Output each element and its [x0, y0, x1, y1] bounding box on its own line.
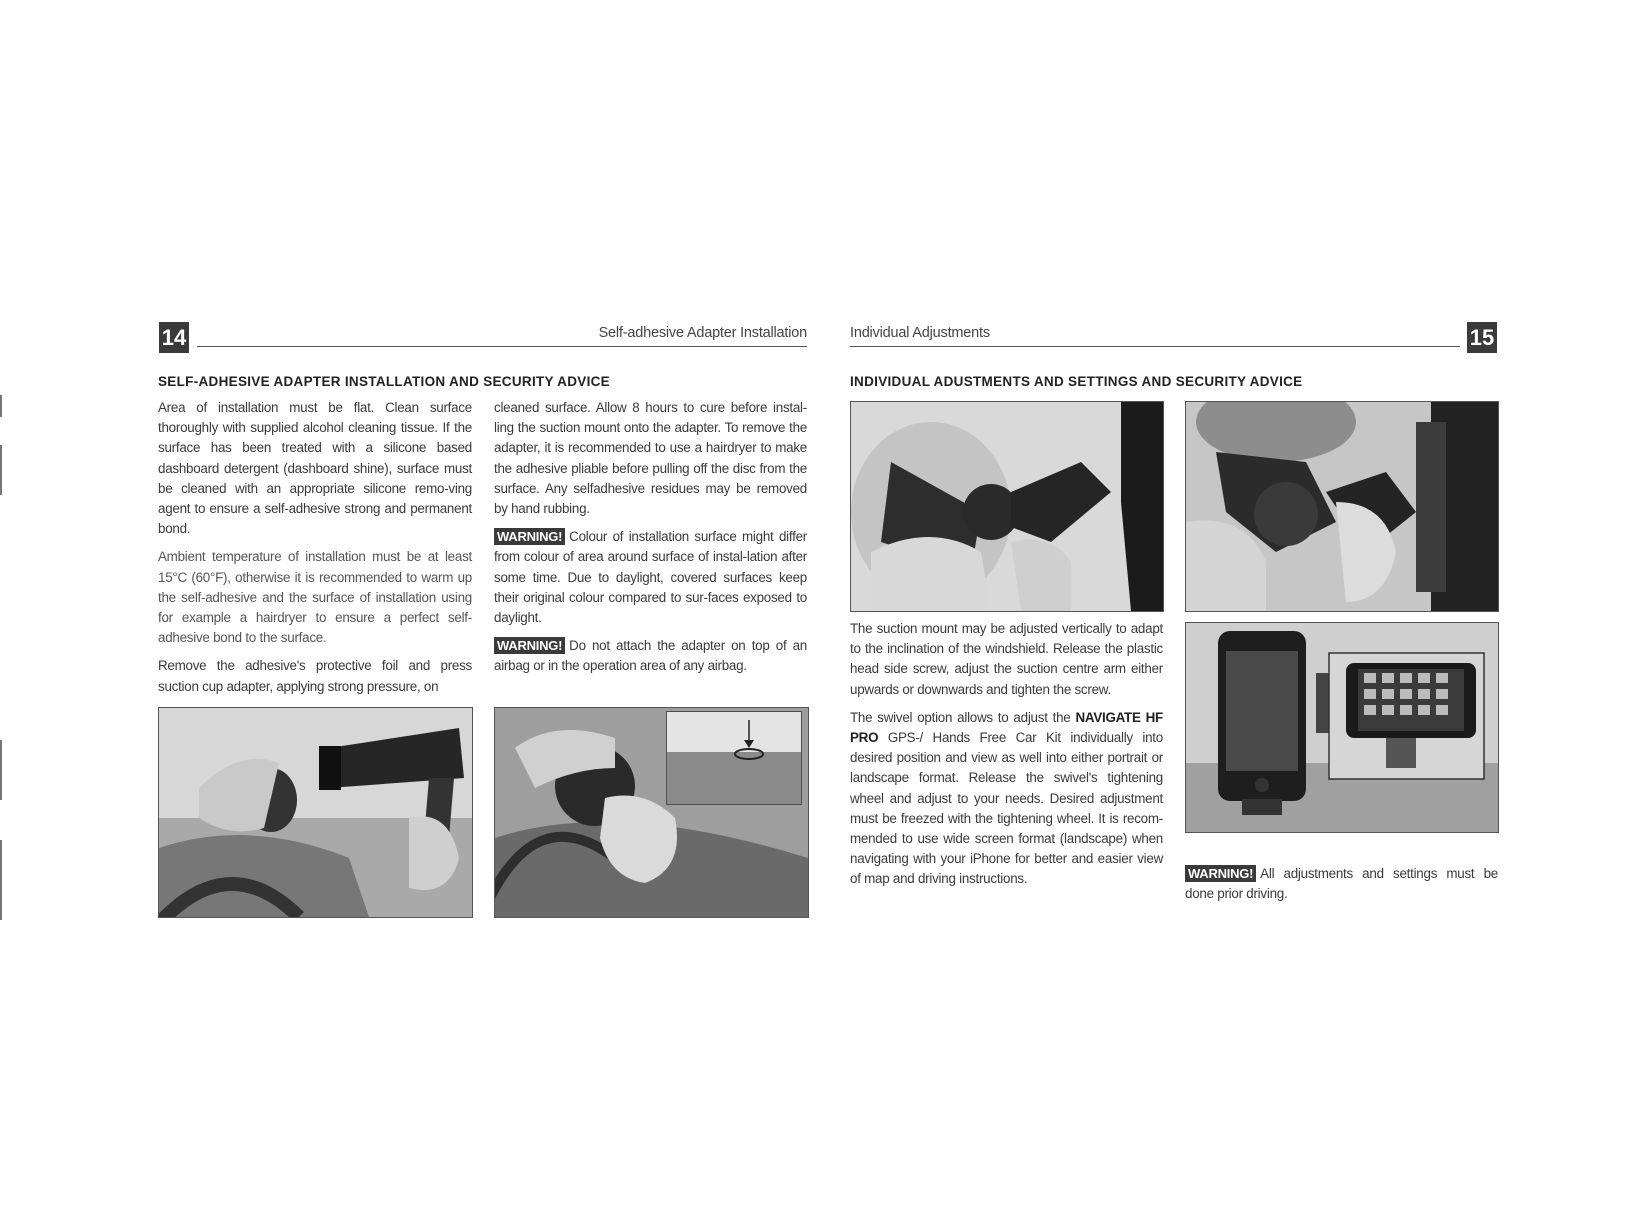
- paragraph-surface-prep: Area of installation must be flat. Clean surface thoroughly with supplied alcohol cleaning tissue. If the surface has been treated with a silicone based dashboard detergent (dashboard shine), surface must be cleaned with an appropriate silicone remo-ving agent to ensure a self-adhesive strong and permanent bond.: [158, 400, 472, 537]
- photo-hairdryer-warming: [158, 707, 473, 918]
- binding-edge-mark: [0, 395, 2, 417]
- paragraph-remove-foil: Remove the adhesive's protective foil and press suction cup adapter, applying strong pressure, on: [158, 658, 472, 694]
- warning-adjust-before-driving: [1185, 864, 1498, 904]
- swivel-text-before: The swivel option allows to adjust the: [850, 709, 1071, 725]
- header-rule-left: [197, 346, 807, 347]
- running-head-right: Individual Adjustments: [850, 325, 990, 341]
- paragraph-swivel: [850, 708, 1163, 890]
- binding-edge-mark: [0, 740, 2, 800]
- photo-swivel-wheel: [1185, 401, 1499, 612]
- warning-airbag: [494, 636, 807, 676]
- warning-badge: WARNING!: [1185, 865, 1256, 882]
- warning-badge: WARNING!: [494, 528, 565, 545]
- running-head-left: Self-adhesive Adapter Installation: [598, 325, 807, 341]
- warning-adjust-text: All adjustments and settings must be done prior driving.: [1185, 866, 1498, 902]
- warning-airbag-text: Do not attach the adapter on top of an airbag or in the operation area of any airbag.: [494, 638, 807, 674]
- photo-suction-arm-adjust: [850, 401, 1164, 612]
- photo-remove-foil: [494, 707, 809, 918]
- warning-colour-text: Colour of installation surface might differ from colour of area around surface of instal-lation after some time. Due to daylight, covered surfaces keep their original colour compared to sur-faces exposed to daylight.: [494, 529, 807, 626]
- photo-iphone-portrait-landscape: [1185, 622, 1499, 833]
- warning-colour: [494, 527, 807, 628]
- left-column-1: [158, 398, 472, 705]
- right-column-1: [850, 619, 1163, 898]
- swivel-text-after: GPS-/ Hands Free Car Kit individually into desired position and view as well into either portrait or landscape format. Release the swivel's tightening wheel and adjust to your needs. Desired adjustment must be freezed with the tightening wheel. It is recom-mended to use wide screen format (landscape) when navigating with your iPhone for better and easier view of map and driving instructions.: [850, 730, 1163, 887]
- paragraph-cure-time: cleaned surface. Allow 8 hours to cure before instal-ling the suction mount onto the adapter. To remove the adapter, it is recommended to use a hairdryer to make the adhesive pliable before pulling off the disc from the surface. Any selfadhesive residues may be removed by hand rubbing.: [494, 400, 807, 517]
- page-number-15: 15: [1467, 322, 1497, 353]
- warning-badge: WARNING!: [494, 637, 565, 654]
- paragraph-temperature: Ambient temperature of installation must be at least 15°C (60°F), otherwise it is recommended to warm up the self-adhesive and the surface of installation using for example a hairdryer to ensure a perfect self-adhesive bond to the surface.: [158, 549, 472, 646]
- section-heading-left: SELF-ADHESIVE ADAPTER INSTALLATION AND SECURITY ADVICE: [158, 374, 610, 389]
- page-number-14: 14: [159, 322, 189, 353]
- product-name: NAVIGATE HF PRO: [850, 709, 1163, 746]
- binding-edge-mark: [0, 445, 2, 495]
- binding-edge-mark: [0, 840, 2, 920]
- paragraph-vertical-adjust: The suction mount may be adjusted vertically to adapt to the inclination of the windshield. Release the plastic head side screw, adjust the suction centre arm either upwards or downwards and tighten the screw.: [850, 621, 1163, 697]
- right-column-2: [1185, 864, 1498, 912]
- section-heading-right: INDIVIDUAL ADUSTMENTS AND SETTINGS AND SECURITY ADVICE: [850, 374, 1303, 389]
- left-column-2: [494, 398, 807, 685]
- header-rule-right: [850, 346, 1460, 347]
